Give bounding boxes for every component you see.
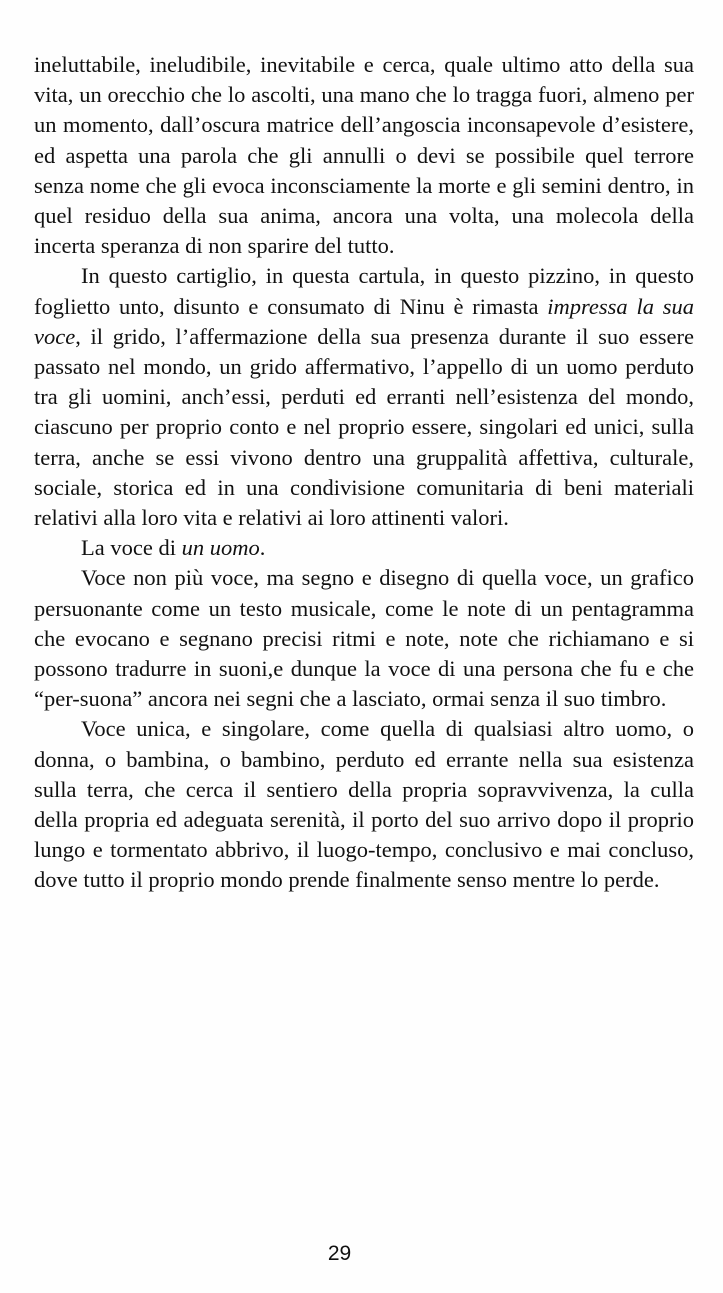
- paragraph-3-text-b: .: [259, 535, 266, 561]
- paragraph-4-text: Voce non più voce, ma segno e disegno di quella voce, un grafico persuonante come un testo musicale, come le note di un pentagramma che evocano e segnano precisi ritmi e note, note che richiamano e si possono tradurre in suoni,e dunque la voce di una persona che fu e che “per-suona” ancora nei segni che a lasciato, ormai senza il suo timbro.: [34, 565, 694, 712]
- paragraph-5: [34, 714, 694, 895]
- paragraph-2-text-b: , il grido, l’affermazione della sua presenza durante il suo essere passato nel mondo, un grido affermativo, l’appello di un uomo perduto tra gli uomini, anch’essi, perduti ed erranti nell’esistenza del mondo, ciascuno per proprio conto e nel proprio essere, singolari ed unici, sulla terra, anche se essi vivono dentro una gruppalità affettiva, culturale, sociale, storica ed in una condivisione comunitaria di beni materiali relativi alla loro vita e relativi ai loro attinenti valori.: [34, 323, 694, 531]
- paragraph-1-text: ineluttabile, ineludibile, inevitabile e cerca, quale ultimo atto della sua vita, un orecchio che lo ascolti, una mano che lo tragga fuori, almeno per un momento, dall’oscura matrice dell’angoscia inconsapevole d’esistere, ed aspetta una parola che gli annulli o devi se possibile quel terrore senza nome che gli evoca inconsciamente la morte e gli semini dentro, in quel residuo della sua anima, ancora una volta, una molecola della incerta speranza di non sparire del tutto.: [34, 52, 694, 259]
- paragraph-3: [34, 533, 694, 563]
- paragraph-2-text-a: In questo cartiglio, in questa cartula, in questo pizzino, in questo foglietto unto, disunto e consumato di Ninu è rimasta: [34, 263, 694, 319]
- body-text: [34, 50, 694, 896]
- paragraph-2: [34, 261, 694, 533]
- paragraph-3-text-a: La voce di: [81, 535, 182, 561]
- paragraph-2-italic-phrase: impressa la sua voce: [34, 293, 694, 349]
- paragraph-4: [34, 563, 694, 714]
- paragraph-1: [34, 50, 694, 261]
- paragraph-3-italic-phrase: un uomo: [181, 535, 260, 561]
- page-number: 29: [327, 1242, 352, 1265]
- paragraph-5-text: Voce unica, e singolare, come quella di qualsiasi altro uomo, o donna, o bambina, o bambino, perduto ed errante nella sua esistenza sulla terra, che cerca il sentiero della propria sopravvivenza, la culla della propria ed adeguata serenità, il porto del suo arrivo dopo il proprio lungo e tormentato abbrivo, il luogo-tempo, conclusivo e mai concluso, dove tutto il proprio mondo prende finalmente senso mentre lo perde.: [34, 716, 694, 893]
